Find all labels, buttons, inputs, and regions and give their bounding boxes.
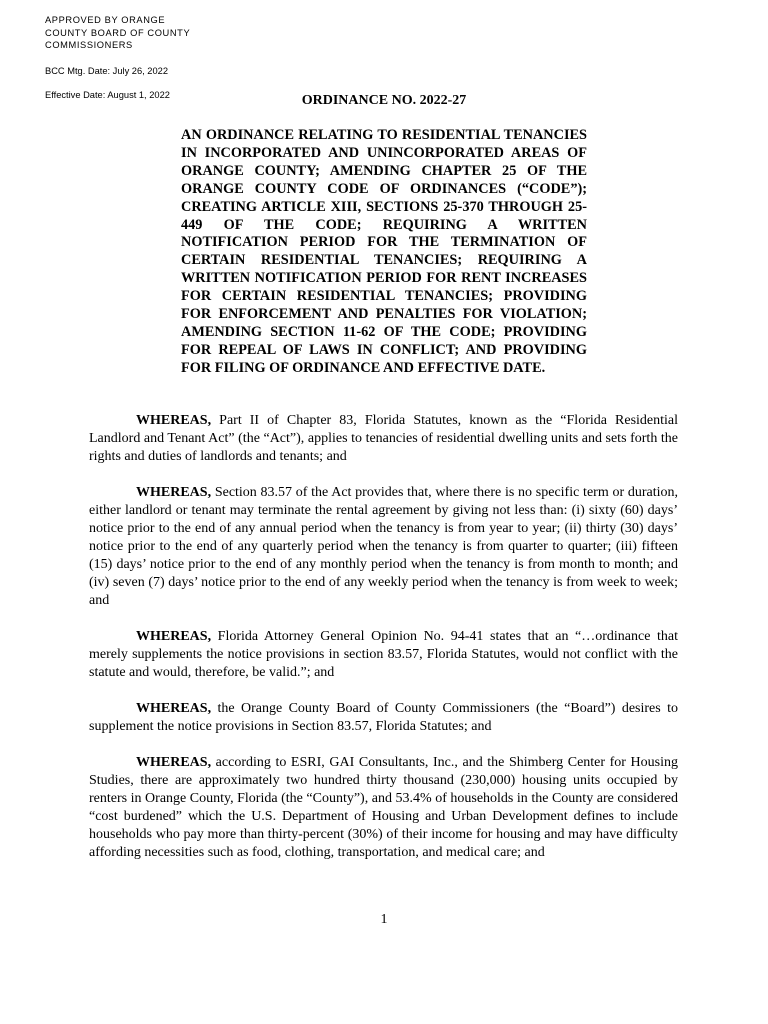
- whereas-clause: [89, 628, 678, 682]
- whereas-clause: [89, 700, 678, 736]
- whereas-text: Florida Attorney General Opinion No. 94-41 states that an “…ordinance that merely supplements the notice provisions in section 83.57, Florida Statutes, would not conflict with the statute and would, therefore, be valid.”; and: [89, 629, 678, 680]
- whereas-text: Part II of Chapter 83, Florida Statutes, known as the “Florida Residential Landlord and Tenant Act” (the “Act”), applies to tenancies of residential dwelling units and sets forth the rights and duties of landlords and tenants; and: [89, 413, 679, 464]
- approval-line: COUNTY BOARD OF COUNTY: [45, 27, 191, 38]
- whereas-lead: WHEREAS,: [136, 629, 212, 644]
- approval-line: COMMISSIONERS: [45, 40, 133, 50]
- approval-stamp: [45, 14, 190, 52]
- whereas-lead: WHEREAS,: [136, 413, 212, 428]
- whereas-text: the Orange County Board of County Commissioners (the “Board”) desires to supplement the notice provisions in Section 83.57, Florida Statutes; and: [89, 701, 679, 734]
- effective-date: Effective Date: August 1, 2022: [45, 90, 170, 100]
- whereas-clause: [89, 412, 678, 466]
- whereas-clause: [89, 484, 678, 610]
- whereas-lead: WHEREAS,: [136, 755, 212, 770]
- whereas-text: according to ESRI, GAI Consultants, Inc., and the Shimberg Center for Housing Studies, there are approximately two hundred thirty thousand (230,000) housing units occupied by renters in Orange County, Florida (the “County”), and 53.4% of households in the County are considered “cost burdened” which the U.S. Department of Housing and Urban Development defines to include households who pay more than thirty-percent (30%) of their income for housing and may have difficulty affording necessities such as food, clothing, transportation, and medical care; and: [89, 755, 678, 860]
- whereas-lead: WHEREAS,: [136, 485, 212, 500]
- page-number: 1: [380, 912, 388, 927]
- ordinance-summary: AN ORDINANCE RELATING TO RESIDENTIAL TENANCIES IN INCORPORATED AND UNINCORPORATED AREAS OF ORANGE COUNTY; AMENDING CHAPTER 25 OF THE ORANGE COUNTY CODE OF ORDINANCES (“CODE”); CREATING ARTICLE XIII, SECTIONS 25-370 THROUGH 25-449 OF THE CODE; REQUIRING A WRITTEN NOTIFICATION PERIOD FOR THE TERMINATION OF CERTAIN RESIDENTIAL TENANCIES; REQUIRING A WRITTEN NOTIFICATION PERIOD FOR RENT INCREASES FOR CERTAIN RESIDENTIAL TENANCIES; PROVIDING FOR ENFORCEMENT AND PENALTIES FOR VIOLATION; AMENDING SECTION 11-62 OF THE CODE; PROVIDING FOR REPEAL OF LAWS IN CONFLICT; AND PROVIDING FOR FILING OF ORDINANCE AND EFFECTIVE DATE.: [181, 127, 587, 376]
- ordinance-title: ORDINANCE NO. 2022-27: [301, 93, 467, 108]
- whereas-text: Section 83.57 of the Act provides that, where there is no specific term or duration, either landlord or tenant may terminate the rental agreement by giving not less than: (i) sixty (60) days’ notice prior to the end of any annual period when the tenancy is from year to year; (ii) thirty (30) days’ notice prior to the end of any quarterly period when the tenancy is from quarter to quarter; (iii) fifteen (15) days’ notice prior to the end of any monthly period when the tenancy is from month to month; and (iv) seven (7) days’ notice prior to the end of any weekly period when the tenancy is from week to week; and: [89, 485, 678, 608]
- document-body: [89, 412, 678, 880]
- whereas-lead: WHEREAS,: [136, 701, 212, 716]
- whereas-clause: [89, 754, 678, 862]
- approval-line: APPROVED BY ORANGE: [45, 15, 166, 25]
- bcc-meeting-date: BCC Mtg. Date: July 26, 2022: [45, 66, 168, 76]
